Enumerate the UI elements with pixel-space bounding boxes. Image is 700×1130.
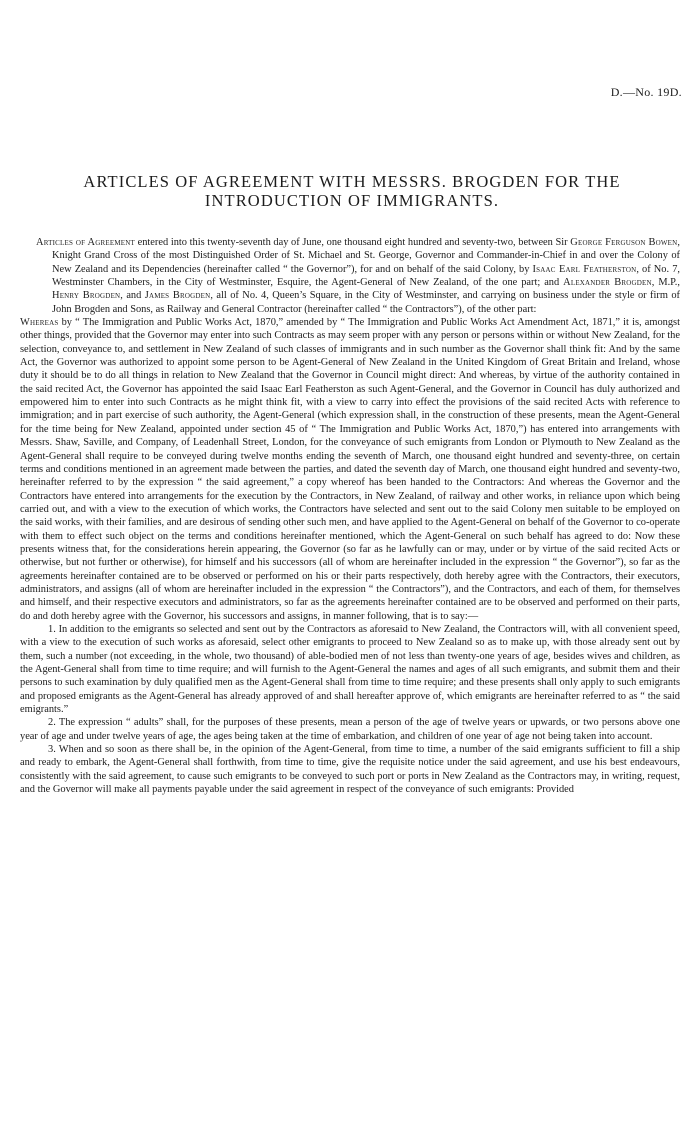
document-reference: D.—No. 19D. (610, 85, 682, 99)
contractor-name-3: James Brogden (144, 290, 211, 302)
clause-3: 3. When and so soon as there shall be, in the opinion of the Agent-General, from time to time, a number of the said emigrants sufficient to fill a ship and ready to embark, the Agent-General shall forthwith, from time to time, give the requisite notice under the said agreement, and use his best endeavours, consistently with the said agreement, to cause such emigrants to be conveyed to such port or ports in New Zealand as the Contractors may, in writing, request, and the Governor will make all payments payable under the said agreement in respect of the conveyance of such emigrants: Provided (20, 744, 680, 796)
opening-lead: Articles of Agreement (36, 237, 135, 248)
document-title: ARTICLES OF AGREEMENT WITH MESSRS. BROGDEN FOR THE INTRODUCTION OF IMMIGRANTS. (83, 172, 621, 210)
opening-text-5: , and (120, 290, 145, 302)
contractor-name-1: Alexander Brogden (563, 277, 652, 289)
contractor-name-2: Henry Brogden (52, 290, 121, 302)
opening-text-2: , Knight Grand Cross of the most Distinguished Order of St. Michael and St. George, Governor and Commander-in-Chief in and over the Colony of New Zealand and its Dependencies (hereinafter called “ the Governor”), for and on behalf of the said Colony, by (52, 237, 680, 275)
opening-text-1: entered into this twenty-seventh day of June, one thousand eight hundred and seventy-two, between Sir (134, 237, 571, 248)
recital-text: by “ The Immigration and Public Works Act, 1870,” amended by “ The Immigration and Public Works Act Amendment Act, 1871,” it is, amongst other things, provided that the Governor may enter into such Contracts as may seem proper with any person or persons within or without New Zealand, for the selection, conveyance to, and settlement in New Zealand of such classes of immigrants and in such number as the Governor shall think fit: And by the same Act, the Governor was authorized to appoint some person to be Agent-General of New Zealand in the United Kingdom of Great Britain and Ireland, whose duty it should be to do all things in relation to New Zealand that the Governor in Council might direct: And whereas, by virtue of the authority contained in the said recited Act, the Governor has appointed the said Isaac Earl Featherston as such Agent-General, and the Governor in Council has duly authorized and empowered him to enter into such Contracts as he might think fit, with a view to carry into effect the provisions of the said recited Acts with reference to immigration; and in part exercise of such authority, the Agent-General (which expression shall, in the construction of these presents, mean the Agent-General for the time being for New Zealand, appointed under section 45 of “ The Immigration and Public Works Act, 1870,”) has entered into arrangements with Messrs. Shaw, Saville, and Company, of Leadenhall Street, London, for the conveyance of such emigrants from London or Plymouth to New Zealand as the Agent-General shall require to be conveyed during twelve months ending the seventh of March, one thousand eight hundred and seventy-three, on certain terms and conditions mentioned in an agreement made between the parties, and dated the seventh day of March, one thousand eight hundred and seventy-two, hereinafter referred to by the expression “ the said agreement,” a copy whereof has been handed to the Contractors: And whereas the Governor and the Contractors have entered into arrangements for the execution by the Contractors, in New Zealand, of railway and other works, in reliance upon which being carried out, and with a view to the execution of which works, the Contractors have selected and sent out to the said Colony men suitable to be employed on the said works, with their families, and are desirous of sending other such men, and have applied to the Agent-General on behalf of the Governor to co-operate with them to effect such object on the terms and conditions hereinafter mentioned, which the Agent-General on such behalf has agreed to do: Now these presents witness that, for the considerations herein appearing, the Governor (so far as he lawfully can or may, under or by virtue of the said recited Acts or otherwise, but not further or otherwise), for himself and his successors (all of whom are hereinafter included in the expression “ the Governor”), so far as the agreements hereinafter contained are to be observed or performed on his or their parts respectively, doth hereby agree with the Contractors, their executors, administrators, and assigns (all of whom are hereinafter included in the expression “ the Contractors”), and the Contractors, and each of them, for themselves and himself, and their respective executors and administrators, so far as the agreements hereinafter contained are to be observed and performed on their parts, do and doth hereby agree with the Governor, his successors and assigns, in manner following, that is to say:— (20, 317, 680, 622)
opening-text-3: , of No. 7, Westminster Chambers, in the City of Westminster, Esquire, the Agent-General of New Zealand, of the one part; and (52, 263, 680, 289)
opening-text-4: , M.P., (651, 277, 680, 289)
document-body (20, 236, 680, 796)
opening-paragraph (20, 236, 680, 316)
clause-2: 2. The expression “ adults” shall, for the purposes of these presents, mean a person of the age of twelve years or upwards, or two persons above one year of age and under twelve years of age, the ages being taken at the time of embarkation, and children of one year of age not being taken into account. (20, 717, 680, 742)
recital-paragraph (20, 316, 680, 623)
clause-1: 1. In addition to the emigrants so selected and sent out by the Contractors as aforesaid to New Zealand, the Contractors will, with all convenient speed, with a view to the execution of such works as aforesaid, select other emigrants to proceed to New Zealand so as to make up, with those already sent out by them, such a number (not exceeding, in the whole, two thousand) of able-bodied men of not less than twenty-one years of age, besides wives and children, as the Agent-General shall from time to time require; and will furnish to the Agent-General the names and ages of all such emigrants, and submit them and their persons to such examination by duly qualified men as the Agent-General shall from time to time require; and these presents shall only apply to such emigrants and proposed emigrants as the Agent-General has already approved of and shall hereafter approve of, which emigrants are hereinafter referred to as “ the said emigrants.” (20, 623, 680, 716)
opening-text-6: , all of No. 4, Queen’s Square, in the City of Westminster, and carrying on business under the style or firm of John Brogden and Sons, as Railway and General Contractor (hereinafter called “ the Contractors”), of the other part: (52, 290, 680, 315)
agent-name: Isaac Earl Featherston (532, 263, 637, 275)
governor-name: George Ferguson Bowen (570, 237, 678, 248)
recital-lead: Whereas (20, 317, 59, 329)
